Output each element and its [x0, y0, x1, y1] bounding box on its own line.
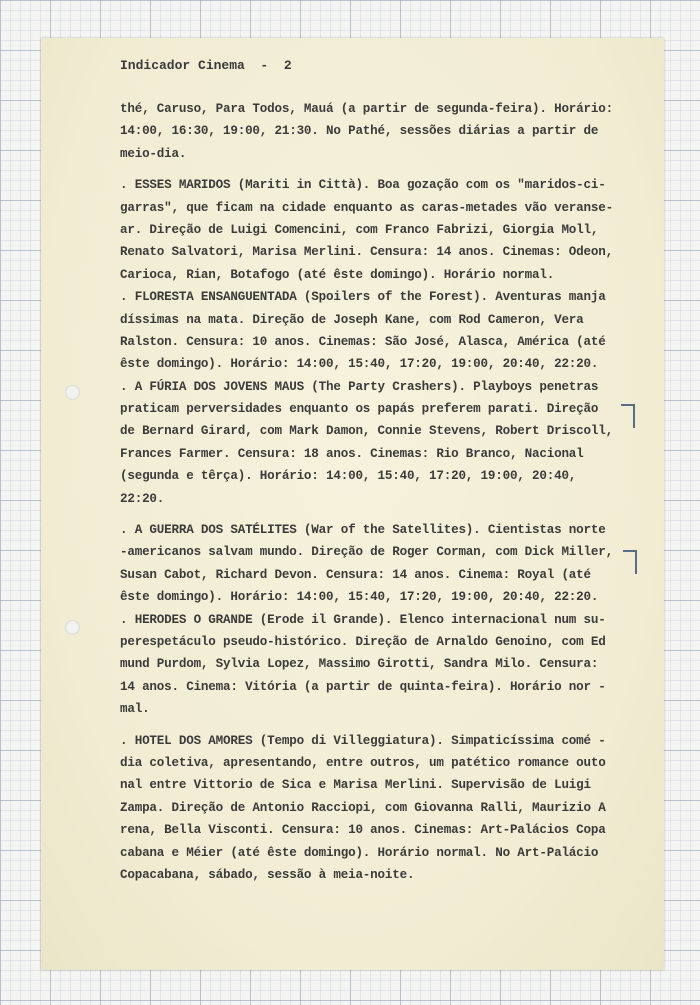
text-line: . HERODES O GRANDE (Erode il Grande). Elenco internacional num su- — [120, 612, 606, 627]
text-line: garras", que ficam na cidade enquanto as caras-metades vão veranse- — [120, 200, 613, 215]
paragraph-hotel-dos-amores — [120, 730, 650, 887]
text-line: díssimas na mata. Direção de Joseph Kane, com Rod Cameron, Vera — [120, 312, 584, 327]
punch-hole — [65, 620, 80, 635]
paragraph-continuation — [120, 98, 650, 165]
text-line: êste domingo). Horário: 14:00, 15:40, 17:20, 19:00, 20:40, 22:20. — [120, 357, 599, 372]
text-line: perespetáculo pseudo-histórico. Direção de Arnaldo Genoino, com Ed — [120, 634, 606, 649]
text-line: . FLORESTA ENSANGUENTADA (Spoilers of the Forest). Aventuras manja — [120, 290, 606, 305]
paragraph-floresta-ensanguentada — [120, 286, 650, 376]
text-line: nal entre Vittorio de Sica e Marisa Merlini. Supervisão de Luigi — [120, 778, 591, 793]
text-line: Renato Salvatori, Marisa Merlini. Censura: 14 anos. Cinemas: Odeon, — [120, 245, 613, 260]
text-line: praticam perversidades enquanto os papás preferem parati. Direção — [120, 402, 599, 417]
text-line: rena, Bella Visconti. Censura: 10 anos. Cinemas: Art-Palácios Copa — [120, 823, 606, 838]
text-line: 14 anos. Cinema: Vitória (a partir de quinta-feira). Horário nor - — [120, 679, 606, 694]
text-line: -americanos salvam mundo. Direção de Roger Corman, com Dick Miller, — [120, 545, 613, 560]
text-line: dia coletiva, apresentando, entre outros, um patético romance outo — [120, 755, 606, 770]
text-line: thé, Caruso, Para Todos, Mauá (a partir de segunda-feira). Horário: — [120, 102, 613, 116]
text-line: . A GUERRA DOS SATÉLITES (War of the Satellites). Cientistas norte — [120, 523, 606, 538]
text-line: Frances Farmer. Censura: 18 anos. Cinemas: Rio Branco, Nacional — [120, 446, 584, 461]
text-line: Ralston. Censura: 10 anos. Cinemas: São José, Alasca, América (até — [120, 334, 606, 349]
text-line: cabana e Méier (até êste domingo). Horário normal. No Art-Palácio — [120, 845, 599, 860]
text-line: Carioca, Rian, Botafogo (até êste domingo). Horário normal. — [120, 267, 555, 282]
text-line: Susan Cabot, Richard Devon. Censura: 14 anos. Cinema: Royal (até — [120, 567, 591, 582]
text-line: de Bernard Girard, com Mark Damon, Connie Stevens, Robert Driscoll, — [120, 424, 613, 439]
paragraph-a-guerra-dos-satelites — [120, 519, 650, 721]
paragraph-esses-maridos — [120, 174, 650, 286]
text-line: mal. — [120, 702, 150, 717]
text-line: ar. Direção de Luigi Comencini, com Franco Fabrizi, Giorgia Moll, — [120, 222, 599, 237]
punch-hole — [65, 385, 80, 400]
text-line: . ESSES MARIDOS (Mariti in Città). Boa gozação com os "maridos-ci- — [120, 178, 606, 193]
paragraph-a-furia-dos-jovens-maus — [120, 376, 650, 510]
text-line: . HOTEL DOS AMORES (Tempo di Villeggiatura). Simpaticíssima comé - — [120, 733, 606, 748]
text-line: Zampa. Direção de Antonio Racciopi, com Giovanna Ralli, Maurizio A — [120, 800, 606, 815]
text-line: (segunda e têrça). Horário: 14:00, 15:40, 17:20, 19:00, 20:40, — [120, 469, 577, 484]
text-line: 22:20. — [120, 491, 165, 506]
text-line: . A FÚRIA DOS JOVENS MAUS (The Party Crashers). Playboys penetras — [120, 379, 599, 394]
text-line: êste domingo). Horário: 14:00, 15:40, 17:20, 19:00, 20:40, 22:20. — [120, 590, 599, 605]
body-text — [120, 98, 650, 886]
text-line: meio-dia. — [120, 146, 187, 161]
page-header: Indicador Cinema - 2 — [120, 58, 292, 73]
typewritten-page — [41, 38, 664, 970]
text-line: Copacabana, sábado, sessão à meia-noite. — [120, 867, 415, 882]
text-line: 14:00, 16:30, 19:00, 21:30. No Pathé, sessões diárias a partir de — [120, 124, 599, 139]
text-line: mund Purdom, Sylvia Lopez, Massimo Girotti, Sandra Milo. Censura: — [120, 657, 599, 672]
